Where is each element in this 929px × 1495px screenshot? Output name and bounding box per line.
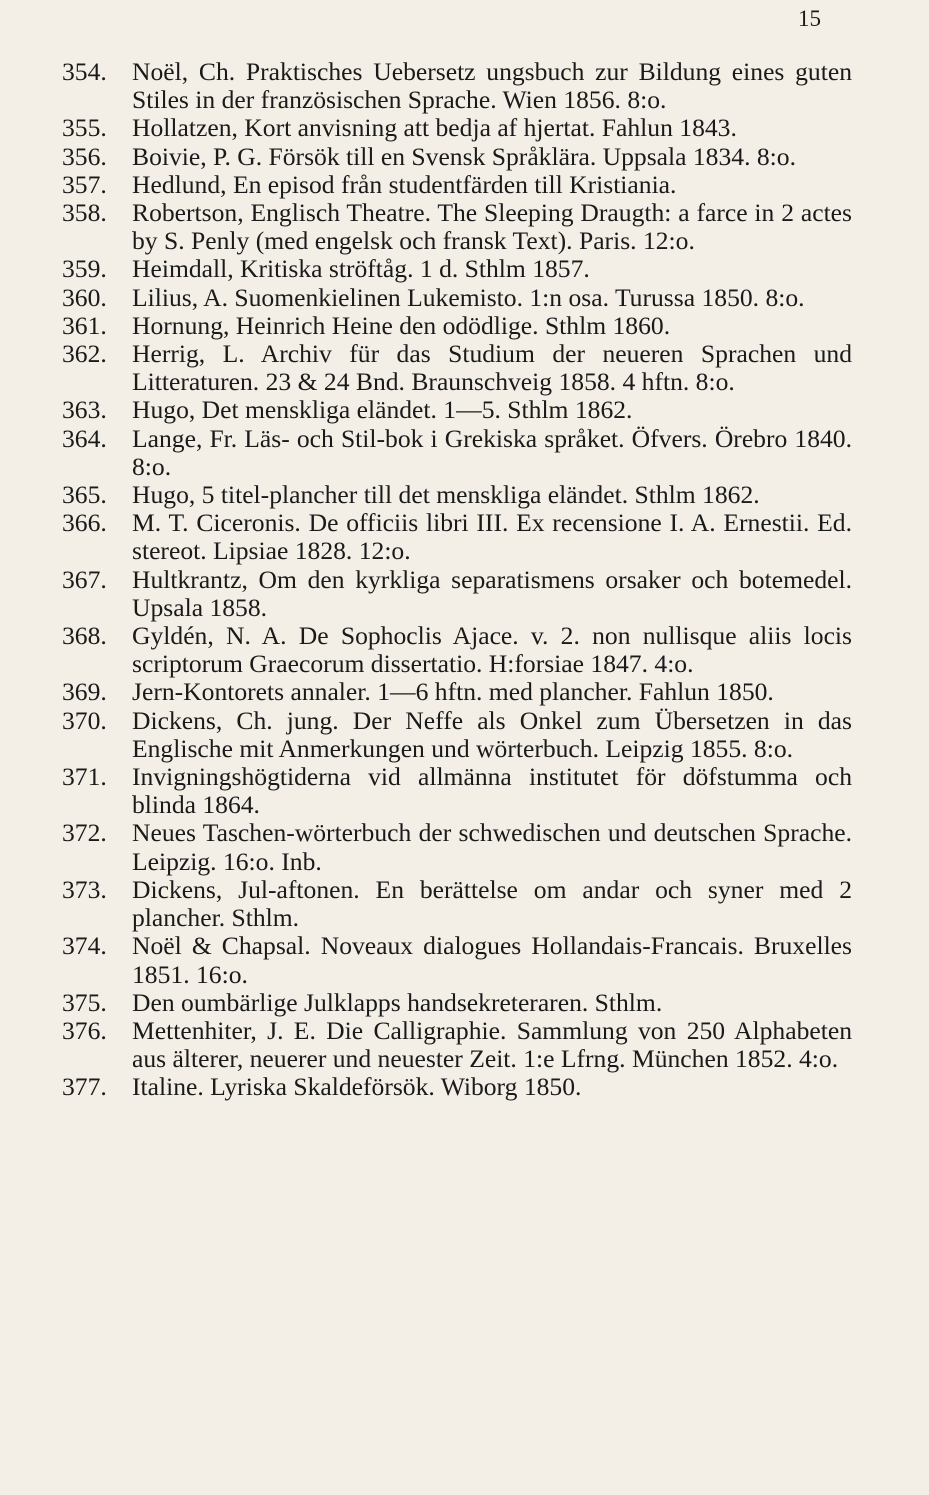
entry-text: Herrig, L. Archiv für das Studium der neueren Sprachen und Litteraturen. 23 & 24 Bnd. Braunschveig 1858. 4 hftn. 8:o. <box>132 339 852 397</box>
catalogue-entry <box>62 396 852 424</box>
catalogue-entry <box>62 1073 852 1101</box>
entry-number: 361. <box>62 310 107 340</box>
entry-number: 363. <box>62 395 107 425</box>
catalogue-entry <box>62 509 852 565</box>
catalogue-entry <box>62 199 852 255</box>
entry-number: 370. <box>62 705 107 735</box>
entry-number: 372. <box>62 818 107 848</box>
entry-number: 357. <box>62 169 107 199</box>
entry-number: 377. <box>62 1072 107 1102</box>
entry-text: Invigningshögtiderna vid allmänna institutet för döfstumma och blinda 1864. <box>132 762 852 820</box>
entry-text: Gyldén, N. A. De Sophoclis Ajace. v. 2. non nullisque aliis locis scriptorum Graecorum dissertatio. H:forsiae 1847. 4:o. <box>132 621 852 679</box>
entry-number: 369. <box>62 677 107 707</box>
catalogue-entry <box>62 1017 852 1073</box>
catalogue-entry <box>62 425 852 481</box>
entry-number: 368. <box>62 621 107 651</box>
catalogue-entry <box>62 255 852 283</box>
entry-number: 367. <box>62 564 107 594</box>
catalogue-entry <box>62 819 852 875</box>
entry-text: M. T. Ciceronis. De officiis libri III. Ex recensione I. A. Ernestii. Ed. stereot. Lipsiae 1828. 12:o. <box>132 508 852 566</box>
catalogue-entry <box>62 284 852 312</box>
page-number: 15 <box>798 6 821 31</box>
catalogue-entry <box>62 932 852 988</box>
entry-text: Jern-Kontorets annaler. 1—6 hftn. med plancher. Fahlun 1850. <box>132 677 774 707</box>
catalogue-entry <box>62 763 852 819</box>
entry-text: Hedlund, En episod från studentfärden till Kristiania. <box>132 169 677 199</box>
entry-number: 374. <box>62 931 107 961</box>
entry-text: Lilius, A. Suomenkielinen Lukemisto. 1:n osa. Turussa 1850. 8:o. <box>132 282 805 312</box>
catalogue-entry <box>62 312 852 340</box>
entry-number: 362. <box>62 339 107 369</box>
entry-text: Neues Taschen-wörterbuch der schwedischen und deutschen Sprache. Leipzig. 16:o. Inb. <box>132 818 852 876</box>
entry-number: 375. <box>62 987 107 1017</box>
entry-text: Hugo, Det menskliga eländet. 1—5. Sthlm 1862. <box>132 395 633 425</box>
entry-text: Mettenhiter, J. E. Die Calligraphie. Sammlung von 250 Alphabeten aus älterer, neuerer und neuester Zeit. 1:e Lfrng. München 1852. 4:o. <box>132 1015 852 1074</box>
entry-text: Hugo, 5 titel-plancher till det menskliga eländet. Sthlm 1862. <box>132 480 760 510</box>
entry-text: Italine. Lyriska Skaldeförsök. Wiborg 1850. <box>132 1072 582 1102</box>
entry-text: Heimdall, Kritiska ströftåg. 1 d. Sthlm 1857. <box>132 254 590 284</box>
entry-text: Lange, Fr. Läs- och Stil-bok i Grekiska språket. Öfvers. Örebro 1840. 8:o. <box>132 423 852 481</box>
catalogue-entry <box>62 678 852 706</box>
entry-text: Hornung, Heinrich Heine den odödlige. Sthlm 1860. <box>132 310 671 340</box>
catalogue-entry <box>62 58 852 114</box>
entry-number: 356. <box>62 141 107 171</box>
catalogue-entry <box>62 171 852 199</box>
entry-text: Hultkrantz, Om den kyrkliga separatismens orsaker och botemedel. Upsala 1858. <box>132 564 852 622</box>
entry-number: 373. <box>62 874 107 904</box>
entry-text: Noël, Ch. Praktisches Uebersetz ungsbuch zur Bildung eines guten Stiles in der französischen Sprache. Wien 1856. 8:o. <box>132 57 852 115</box>
entry-number: 355. <box>62 113 107 143</box>
catalogue-entry <box>62 876 852 932</box>
catalogue-entry <box>62 566 852 622</box>
catalogue-entry <box>62 622 852 678</box>
entry-text: Den oumbärlige Julklapps handsekreteraren. Sthlm. <box>132 987 663 1017</box>
entry-text: Noël & Chapsal. Noveaux dialogues Hollandais-Francais. Bruxelles 1851. 16:o. <box>132 931 852 989</box>
entry-number: 365. <box>62 480 107 510</box>
entry-number: 359. <box>62 254 107 284</box>
entry-text: Robertson, Englisch Theatre. The Sleeping Draugth: a farce in 2 actes by S. Penly (med engelsk och fransk Text). Paris. 12:o. <box>132 198 852 256</box>
entry-number: 354. <box>62 57 107 86</box>
entry-number: 366. <box>62 508 107 538</box>
entry-text: Dickens, Jul-aftonen. En berättelse om andar och syner med 2 plancher. Sthlm. <box>132 874 852 933</box>
catalogue-entries <box>62 58 852 1102</box>
catalogue-entry <box>62 481 852 509</box>
entry-text: Dickens, Ch. jung. Der Neffe als Onkel zum Übersetzen in das Englische mit Anmerkungen und wörterbuch. Leipzig 1855. 8:o. <box>132 705 852 763</box>
entry-number: 360. <box>62 282 107 312</box>
catalogue-entry <box>62 143 852 171</box>
catalogue-entry <box>62 340 852 396</box>
catalogue-entry <box>62 707 852 763</box>
catalogue-entry <box>62 989 852 1017</box>
entry-text: Boivie, P. G. Försök till en Svensk Språklära. Uppsala 1834. 8:o. <box>132 141 796 171</box>
entry-number: 371. <box>62 762 107 792</box>
entry-text: Hollatzen, Kort anvisning att bedja af hjertat. Fahlun 1843. <box>132 113 737 143</box>
entry-number: 376. <box>62 1015 107 1045</box>
entry-number: 358. <box>62 198 107 228</box>
catalogue-entry <box>62 114 852 142</box>
entry-number: 364. <box>62 423 107 453</box>
